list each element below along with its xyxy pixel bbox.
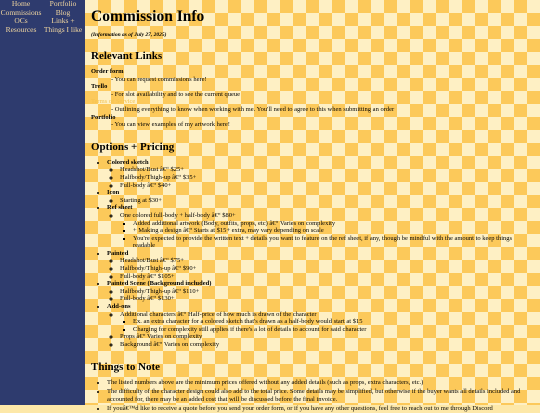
list-item: ◦ Starting at $30+ [120, 197, 534, 205]
page-title: Commission Info [91, 8, 205, 25]
ref-sheet-label: Ref sheet [107, 204, 133, 212]
nav-links-link[interactable]: Links + [51, 16, 75, 25]
list-item: ▪ Added additional artwork (Body, outfits, props, etc) â€“ Varies on complexity [133, 220, 534, 228]
nav-commissions-link[interactable]: Commissions [0, 7, 42, 17]
trello-desc: - For slot availability and to see the current queue [111, 90, 241, 98]
list-item [107, 303, 534, 349]
list-item: ▪ Ex. an extra character for a colored sketch that's drawn as a half-body would start at $15 [133, 318, 534, 326]
pricing-heading: Options + Pricing [91, 140, 175, 153]
list-item [120, 311, 534, 334]
additional-characters-item: Additional characters â€“ Half-price of how much is drawn of the character [120, 310, 317, 318]
order-form-link[interactable]: Order form [91, 68, 124, 75]
list-item: • If youâ€™d like to receive a quote before you send your order form, or if you have any other questions, feel free to reach out to me through Discord [107, 405, 534, 413]
list-item: ◦ Headshot/Bust â€“ $75+ [120, 257, 534, 265]
info-date: (Information as of July 27, 2025) [91, 32, 167, 38]
colored-sketch-label: Colored sketch [107, 158, 149, 166]
list-item: ◦ Halfbody/Thigh-up â€“ $90+ [120, 265, 534, 273]
list-item [107, 280, 534, 303]
list-item: ▪ You're expected to provide the written text + details you want to feature on the ref sheet, if any, though be mindful with the amount to keep things readable [133, 235, 534, 250]
terms-of-service-desc: - Outlining everything to know when working with me. You'll need to agree to this when submitting an order [111, 105, 395, 113]
nav-resources-link[interactable]: Resources [5, 24, 37, 34]
list-item [107, 204, 534, 250]
list-item: ◦ Background â€“ Varies on complexity [120, 341, 534, 349]
list-item [107, 159, 534, 189]
portfolio-link[interactable]: Portfolio [91, 113, 116, 121]
notes-list [91, 379, 534, 413]
portfolio-desc: - You can view examples of my artwork here! [111, 121, 230, 129]
painted-label: Painted [107, 249, 129, 257]
list-item: ◦ Halfbody/Thigh-up â€“ $110+ [120, 288, 534, 296]
list-item: • The listed numbers above are the minimum prices offered without any added details (such as props, extra characters, etc.) [107, 379, 534, 387]
ref-sheet-item: One colored full-body + half-body â€“ $80+ [120, 211, 236, 219]
list-item: ◦ Headshot/Bust â€“ $25+ [120, 166, 534, 174]
trello-link[interactable]: Trello [91, 83, 108, 91]
list-item: ◦ Full-body â€“ $105+ [120, 273, 534, 281]
list-item [107, 189, 534, 204]
list-item [120, 212, 534, 250]
nav-menu [0, 0, 85, 34]
main-content [85, 0, 540, 413]
nav-ocs-link[interactable]: OCs [14, 16, 28, 25]
list-item: ▪ + Making a design â€“ Starts at $15+ extra, may vary depending on scale [133, 227, 534, 235]
list-item: • The difficulty of the character design could also add to the total price. Some details may be simplified, but otherwise if the buyer wants all details included and accounted for, there may be an added cost that will be discussed before the final invoice. [107, 388, 534, 403]
relevant-links-heading: Relevant Links [91, 50, 163, 62]
nav-home-link[interactable]: Home [11, 0, 31, 8]
list-item: ◦ Halfbody/Thigh-up â€“ $35+ [120, 174, 534, 182]
terms-of-service-link[interactable]: Terms of Service [91, 98, 136, 106]
list-item: ◦ Props â€“ Varies on complexity [120, 333, 534, 341]
relevant-links-list [91, 68, 534, 129]
order-form-desc: - You can request commissions here! [111, 75, 207, 83]
nav-things-i-like-link[interactable]: Things I like [43, 24, 83, 34]
list-item: ◦ Full-body â€“ $130+ [120, 295, 534, 303]
nav-portfolio-link[interactable]: Portfolio [49, 0, 77, 8]
sidebar [0, 0, 85, 405]
list-item [107, 250, 534, 280]
addons-label: Add-ons [107, 303, 131, 311]
icon-label: Icon [107, 189, 120, 197]
list-item: ◦ Full-body â€“ $40+ [120, 182, 534, 190]
notes-heading: Things to Note [91, 360, 161, 373]
list-item: ▪ Charging for complexity still applies if there's a lot of details to account for said character [133, 326, 534, 334]
pricing-list [91, 159, 534, 349]
nav-blog-link[interactable]: Blog [55, 7, 71, 17]
painted-scene-label: Painted Scene (Background included) [107, 280, 212, 288]
